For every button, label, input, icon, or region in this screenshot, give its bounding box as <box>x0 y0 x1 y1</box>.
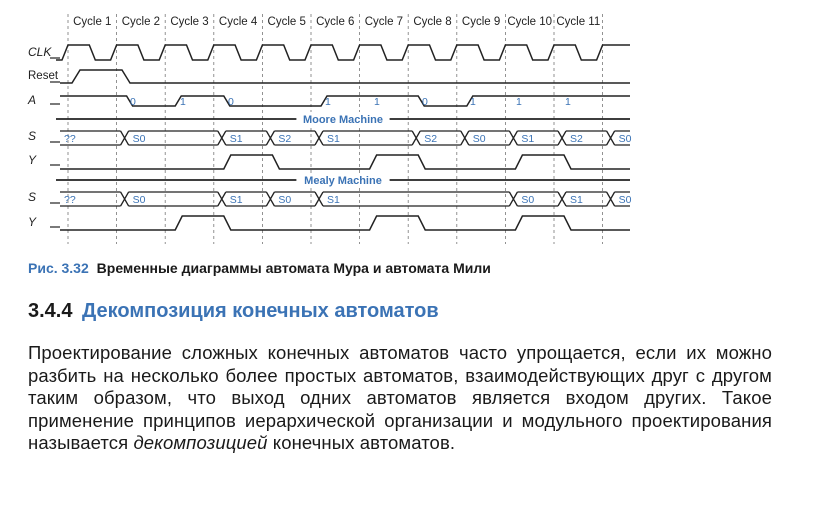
paragraph-emphasis: декомпозицией <box>133 432 268 453</box>
cycle-label: Cycle 4 <box>218 16 258 28</box>
mealy-state-transition <box>509 192 517 206</box>
a-value-label: 1 <box>470 96 476 108</box>
mealy-state-transition <box>558 192 566 206</box>
cycle-label: Cycle 7 <box>364 16 404 28</box>
moore-state-transition <box>461 131 469 145</box>
a-value-label: 1 <box>180 96 186 108</box>
mealy-state-state-label: ?? <box>64 194 76 206</box>
reset-wave <box>60 70 630 83</box>
cycle-dividers <box>68 14 603 244</box>
clk-wave <box>56 45 630 60</box>
signal-name-reset: Reset <box>28 70 59 82</box>
mealy-state-segment <box>323 192 509 206</box>
moore-state-transition <box>266 131 274 145</box>
mealy-state-state-label: S1 <box>570 194 583 206</box>
mealy-state-transition <box>218 192 226 206</box>
mealy-state-state-label: S0 <box>618 194 632 206</box>
cycle-label: Cycle 8 <box>413 16 452 28</box>
timing-diagram <box>0 0 826 252</box>
signal-name-clk: CLK <box>28 45 52 59</box>
moore-state-state-label: ?? <box>64 133 76 145</box>
waveforms <box>50 45 632 230</box>
moore-state-transition <box>315 131 323 145</box>
mealy-state-state-label: S0 <box>278 194 292 206</box>
signal-name-s_moore: S <box>28 129 37 143</box>
moore-state-transition <box>558 131 566 145</box>
moore-state-transition <box>218 131 226 145</box>
section-title: Декомпозиция конечных автоматов <box>82 300 439 322</box>
cycle-labels <box>73 16 600 28</box>
moore-state-state-label: S0 <box>472 133 486 145</box>
moore-state-state-label: S1 <box>521 133 535 145</box>
moore-state-transition <box>121 131 129 145</box>
mealy-state-transition <box>121 192 129 206</box>
moore-state-state-label: S2 <box>424 133 438 145</box>
cycle-label: Cycle 10 <box>507 16 553 28</box>
section-heading <box>28 300 439 323</box>
moore-state-state-label: S1 <box>327 133 340 145</box>
moore-state-state-label: S2 <box>278 133 292 145</box>
a-value-label: 0 <box>228 96 234 108</box>
figure-number: Рис. 3.32 <box>28 260 89 276</box>
moore-y-wave <box>60 155 630 169</box>
moore-state-state-label: S2 <box>570 133 583 145</box>
moore-state-transition <box>509 131 517 145</box>
signal-name-y_mealy: Y <box>28 215 37 229</box>
section-number: 3.4.4 <box>28 300 73 322</box>
mealy-state-state-label: S0 <box>521 194 535 206</box>
cycle-label: Cycle 11 <box>556 16 601 28</box>
mealy-separator-label: Mealy Machine <box>304 175 382 187</box>
cycle-label: Cycle 6 <box>316 16 355 28</box>
moore-state-state-label: S0 <box>132 133 146 145</box>
moore-state-state-label: S1 <box>229 133 243 145</box>
a-value-label: 0 <box>130 96 136 108</box>
figure-caption-text: Временные диаграммы автомата Мура и автомата Мили <box>96 260 491 276</box>
a-value-label: 1 <box>374 96 380 108</box>
a-wave <box>60 96 630 106</box>
a-value-label: 0 <box>422 96 428 108</box>
moore-state-transition <box>607 131 615 145</box>
signal-name-a: A <box>28 93 37 107</box>
mealy-state-state-label: S1 <box>229 194 243 206</box>
figure-caption <box>28 260 491 276</box>
mealy-state-transition <box>607 192 615 206</box>
mealy-state-state-label: S1 <box>327 194 340 206</box>
moore-state-state-label: S0 <box>618 133 632 145</box>
a-value-label: 1 <box>325 96 331 108</box>
signal-name-s_mealy: S <box>28 190 37 204</box>
paragraph-text-part1: Проектирование сложных конечных автоматов часто упрощается, если их можно разбить на несколько более простых автоматов, взаимодействующих друг с другом таким образом, что выход одних автоматов является входом других. Такое применение принципов иерархической организации и модульного проектирования называется <box>28 342 772 453</box>
cycle-label: Cycle 5 <box>267 16 306 28</box>
a-value-label: 1 <box>565 96 571 108</box>
paragraph-text-part2: конечных автоматов. <box>267 432 456 453</box>
mealy-state-transition <box>315 192 323 206</box>
moore-state-transition <box>412 131 420 145</box>
a-value-label: 1 <box>516 96 522 108</box>
mealy-state-transition <box>266 192 274 206</box>
mealy-state-state-label: S0 <box>132 194 146 206</box>
cycle-label: Cycle 2 <box>121 16 161 28</box>
signal-names <box>27 45 59 229</box>
mealy-y-wave <box>60 216 630 230</box>
cycle-label: Cycle 3 <box>170 16 209 28</box>
moore-separator-label: Moore Machine <box>302 114 384 126</box>
cycle-label: Cycle 9 <box>461 16 501 28</box>
body-paragraph <box>28 342 772 455</box>
signal-name-y_moore: Y <box>28 153 37 167</box>
cycle-label: Cycle 1 <box>73 16 112 28</box>
